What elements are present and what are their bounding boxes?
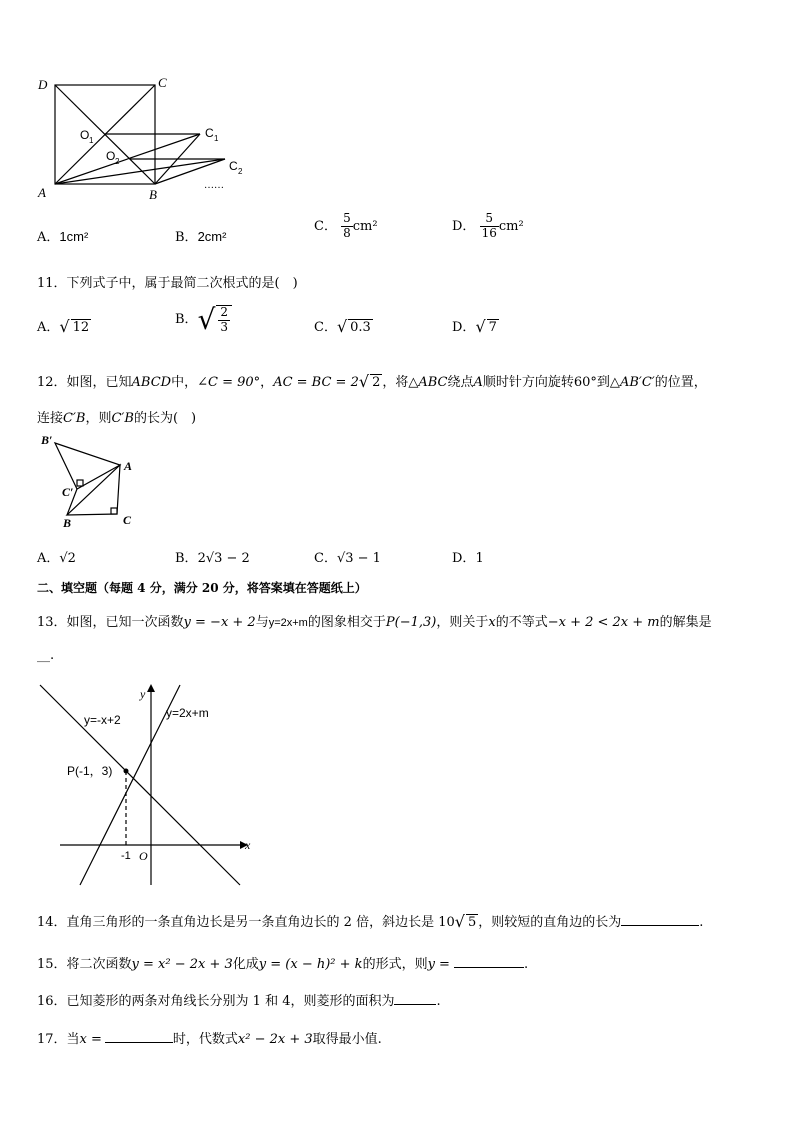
answer-blank[interactable]: [621, 925, 699, 926]
label-o1: O: [80, 128, 90, 142]
q17-stem: 17．当x = 时，代数式x² − 2x + 3取得最小值.: [37, 1032, 382, 1047]
q11-option-b[interactable]: B．√ $\frac{2}{3}$: [175, 303, 232, 336]
answer-blank[interactable]: [105, 1042, 173, 1043]
triangle-ab'c': [55, 443, 120, 489]
label-c2: C: [229, 159, 238, 173]
label-line1: y=-x+2: [84, 713, 121, 727]
label-line2: y=2x+m: [166, 706, 209, 720]
label-o2: O: [106, 149, 116, 163]
right-angle-mark-c: [111, 508, 117, 514]
label-dots: ……: [204, 180, 224, 191]
label-c-prime: C′: [62, 485, 74, 499]
label-c: C: [158, 75, 167, 90]
label-c: C: [123, 513, 132, 527]
linear-functions-graph: [35, 680, 260, 890]
fraction: $\frac{5}{16}$: [481, 211, 497, 240]
q12-option-b[interactable]: B．2√3 − 2: [175, 551, 250, 566]
q13-stem-line2: __.: [37, 648, 55, 663]
q12-stem-line2: 连接C′B，则C′B的长为( ): [37, 411, 197, 426]
q12-option-a[interactable]: A．√2: [37, 551, 76, 566]
q12-option-d[interactable]: D．1: [452, 551, 484, 566]
label-c1: C: [205, 126, 214, 140]
fraction: $\frac{2}{3}$: [216, 305, 232, 335]
label-b-prime: B′: [41, 433, 53, 447]
q10-option-a[interactable]: A．1cm²: [37, 229, 89, 245]
q16-stem: 16．已知菱形的两条对角线长分别为 1 和 4，则菱形的面积为 .: [37, 994, 441, 1009]
q15-stem: 15．将二次函数y = x² − 2x + 3化成y = (x − h)² + k的形式，则y = .: [37, 957, 529, 972]
label-y-axis: y: [140, 687, 146, 701]
q11-option-d[interactable]: D．√ 7: [452, 317, 497, 336]
q14-stem: 14．直角三角形的一条直角边长是另一条直角边长的 2 倍，斜边长是 10√ 5 ，则较短的直角边的长为 .: [37, 912, 704, 931]
label-x-axis: x: [245, 838, 251, 852]
rotation-triangle-figure: [35, 430, 145, 530]
answer-blank[interactable]: [394, 1004, 436, 1005]
q10-option-b[interactable]: B．2cm²: [175, 229, 227, 245]
q12-option-c[interactable]: C．√3 − 1: [314, 551, 381, 566]
label-origin: O: [139, 849, 148, 863]
label-c1-sub: 1: [214, 134, 219, 143]
right-angle-mark-c': [77, 480, 83, 486]
label-d: D: [38, 77, 48, 92]
q10-option-d[interactable]: D． $\frac{5}{16}$ cm²: [452, 211, 524, 240]
label-point-p: P(-1，3): [67, 764, 113, 778]
label-o1-sub: 1: [89, 136, 94, 145]
label-a: A: [38, 185, 46, 200]
point-p: [124, 769, 129, 774]
q11-stem: 11．下列式子中，属于最简二次根式的是( ): [37, 276, 298, 291]
q12-stem: 12．如图，已知ABCD中，∠C = 90°，AC = BC = 2√ 2 ，将△ABC绕点A顺时针方向旋转60°到△AB′C′的位置，: [37, 372, 707, 391]
segment-a-c2: [55, 159, 225, 184]
y-axis-arrow: [147, 684, 155, 692]
label-a: A: [124, 459, 133, 473]
q11-option-a[interactable]: A．√ 12: [37, 317, 90, 336]
square-rotation-figure: [30, 70, 260, 205]
q10-option-c[interactable]: C． $\frac{5}{8}$ cm²: [314, 211, 378, 240]
label-b: B: [63, 516, 72, 530]
label-b: B: [149, 187, 157, 202]
answer-blank[interactable]: [454, 967, 524, 968]
q13-stem: 13．如图，已知一次函数y = −x + 2与y=2x+m的图象相交于P(−1,3)，则关于x的不等式−x + 2 < 2x + m的解集是: [37, 615, 712, 630]
label-c2-sub: 2: [238, 167, 243, 176]
fraction: $\frac{5}{8}$: [343, 211, 351, 240]
section-heading-fill-in: 二、填空题（每题 4 分，满分 20 分，将答案填在答题纸上）: [37, 581, 367, 595]
label-o2-sub: 2: [115, 157, 120, 166]
q11-option-c[interactable]: C．√ 0.3: [314, 317, 371, 336]
label-neg1: -1: [121, 850, 131, 862]
